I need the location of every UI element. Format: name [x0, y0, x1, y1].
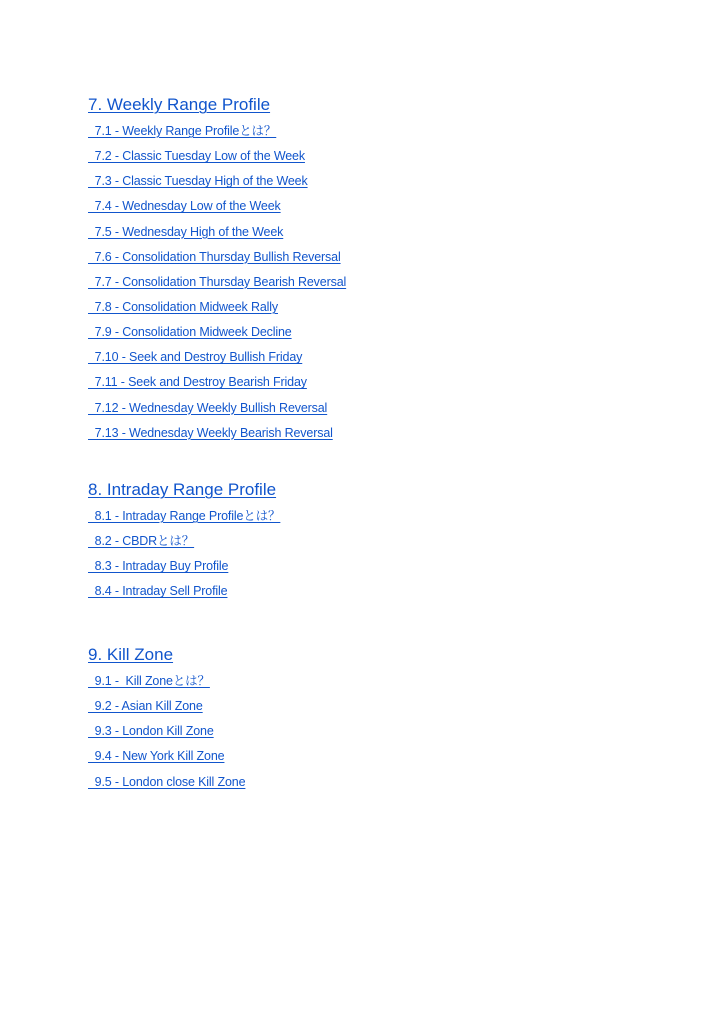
toc-link[interactable]: 9.4 - New York Kill Zone [88, 749, 225, 764]
list-item [88, 557, 280, 582]
toc-link[interactable]: 7.5 - Wednesday High of the Week [88, 224, 284, 239]
list-item [88, 147, 346, 172]
toc-link[interactable]: 7.13 - Wednesday Weekly Bearish Reversal [88, 425, 333, 440]
list-item [88, 323, 346, 348]
toc-link[interactable]: 9.5 - London close Kill Zone [88, 774, 246, 789]
toc-link[interactable]: 7.9 - Consolidation Midweek Decline [88, 325, 292, 340]
list-item [88, 197, 346, 222]
toc-list [88, 672, 245, 798]
toc-link[interactable]: 7.11 - Seek and Destroy Bearish Friday [88, 375, 307, 390]
list-item [88, 424, 346, 449]
toc-link[interactable]: 7.8 - Consolidation Midweek Rally [88, 299, 278, 314]
list-item [88, 582, 280, 607]
list-item [88, 172, 346, 197]
list-item [88, 399, 346, 424]
toc-list [88, 122, 346, 449]
list-item [88, 223, 346, 248]
toc-link[interactable]: 7.2 - Classic Tuesday Low of the Week [88, 149, 305, 164]
section-heading-link[interactable]: 7. Weekly Range Profile [88, 95, 271, 114]
toc-link[interactable]: 7.12 - Wednesday Weekly Bullish Reversal [88, 400, 328, 415]
toc-link[interactable]: 7.3 - Classic Tuesday High of the Week [88, 174, 308, 189]
list-item [88, 747, 245, 772]
list-item [88, 532, 280, 557]
list-item [88, 273, 346, 298]
list-item [88, 722, 245, 747]
list-item [88, 373, 346, 398]
list-item [88, 697, 245, 722]
list-item [88, 773, 245, 798]
toc-link[interactable]: 8.3 - Intraday Buy Profile [88, 559, 229, 574]
list-item [88, 122, 346, 147]
toc-link[interactable]: 7.7 - Consolidation Thursday Bearish Reversal [88, 274, 347, 289]
toc-link[interactable]: 7.4 - Wednesday Low of the Week [88, 199, 281, 214]
toc-section-weekly-range-profile [88, 94, 346, 449]
list-item [88, 348, 346, 373]
toc-link[interactable]: 8.4 - Intraday Sell Profile [88, 584, 228, 599]
toc-link[interactable]: 7.10 - Seek and Destroy Bullish Friday [88, 350, 303, 365]
toc-link[interactable]: 8.2 - CBDRとは？ [88, 534, 195, 549]
toc-list [88, 507, 280, 608]
toc-link[interactable]: 8.1 - Intraday Range Profileとは？ [88, 509, 281, 523]
toc-link[interactable]: 9.1 - Kill Zoneとは？ [88, 674, 210, 688]
toc-section-kill-zone [88, 644, 245, 798]
list-item [88, 507, 280, 532]
list-item [88, 672, 245, 697]
section-heading-link[interactable]: 9. Kill Zone [88, 645, 174, 664]
toc-section-intraday-range-profile [88, 479, 280, 608]
toc-link[interactable]: 7.6 - Consolidation Thursday Bullish Reversal [88, 249, 341, 264]
toc-link[interactable]: 9.3 - London Kill Zone [88, 724, 214, 739]
toc-link[interactable]: 7.1 - Weekly Range Profileとは？ [88, 124, 277, 138]
section-heading-link[interactable]: 8. Intraday Range Profile [88, 480, 277, 499]
list-item [88, 298, 346, 323]
toc-link[interactable]: 9.2 - Asian Kill Zone [88, 699, 203, 714]
list-item [88, 248, 346, 273]
